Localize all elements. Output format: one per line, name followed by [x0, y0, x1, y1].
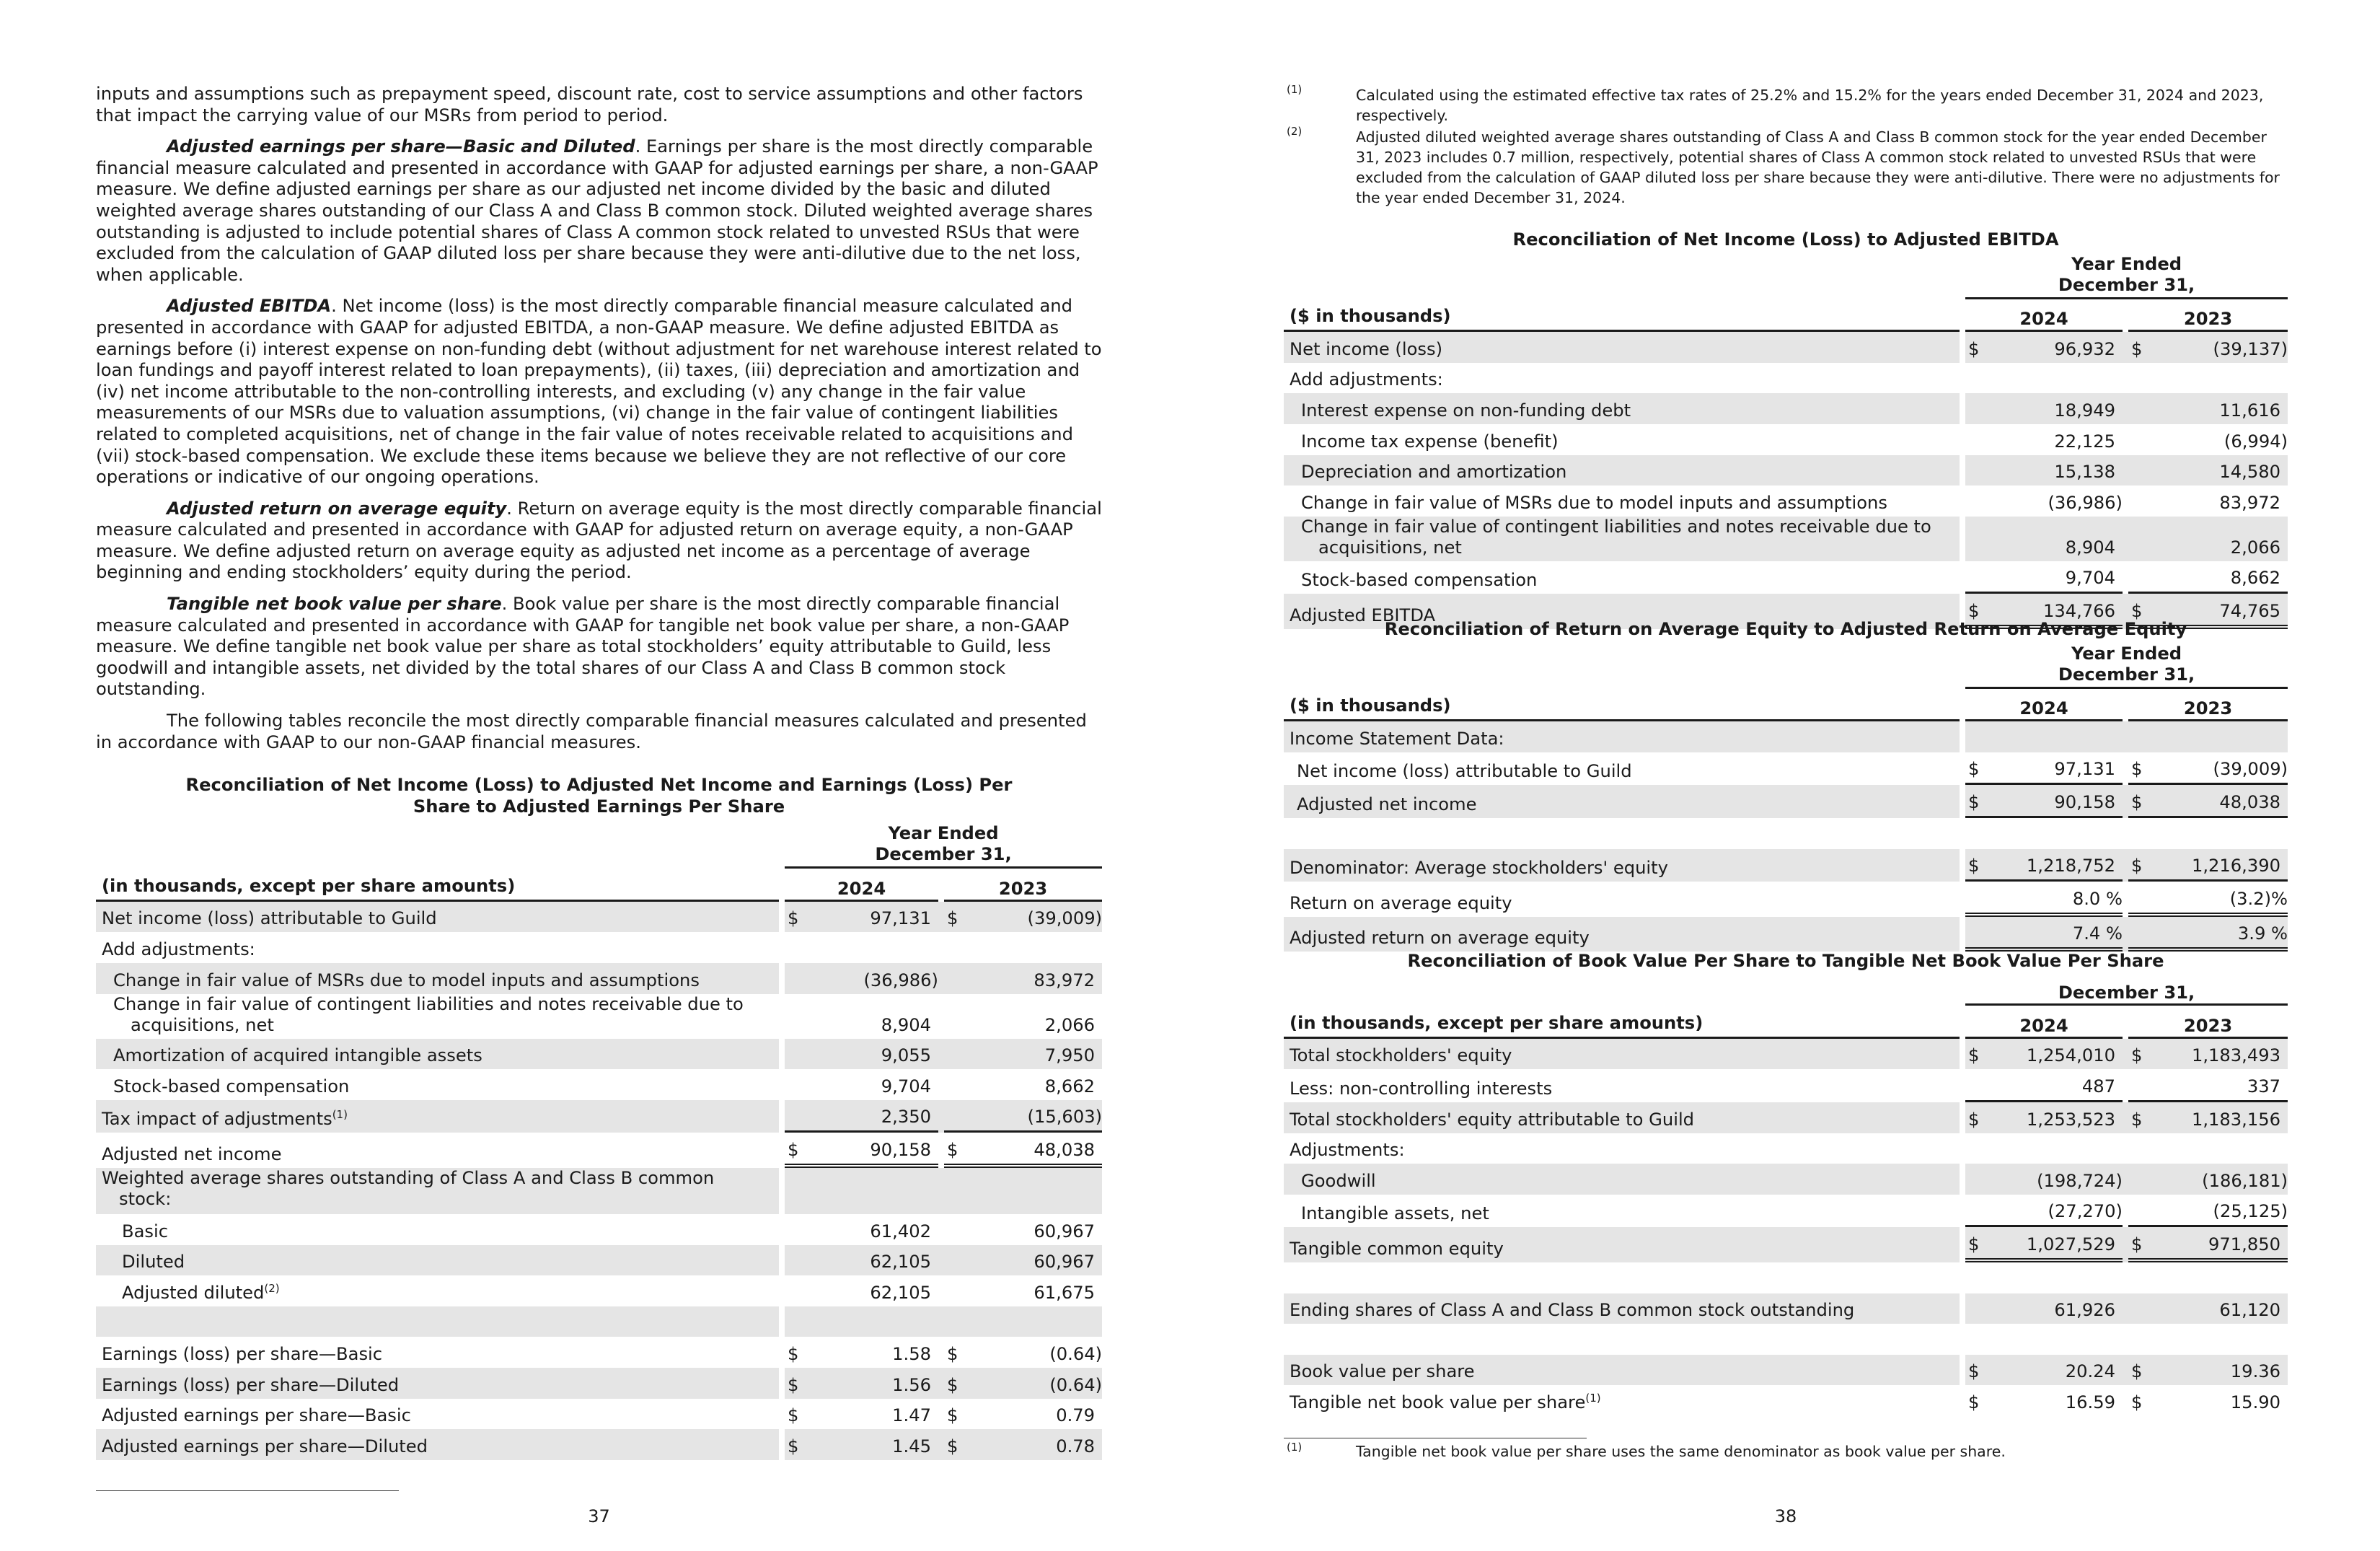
ebitda-table-section [1284, 229, 2288, 629]
column-header-2023: 2023 [2128, 689, 2288, 722]
ebitda-table-title: Reconciliation of Net Income (Loss) to Adjusted EBITDA [1512, 229, 2059, 250]
eps-table [96, 823, 1102, 1460]
table-row: Net income (loss) attributable to Guild $ 97,131 $ (39,009) [1284, 752, 2288, 786]
table-row: Diluted 62,105 60,967 [96, 1245, 1102, 1276]
table-row: Basic 61,402 60,967 [122, 1221, 1096, 1242]
column-header-2023: 2023 [2128, 1006, 2288, 1039]
roe-period-header [1284, 643, 2288, 689]
table-row: Adjustments: [1290, 1140, 1405, 1161]
unit-label: ($ in thousands) [1284, 299, 1960, 333]
table-row: Adjusted return on average equity 7.4 % 3.9 % [1284, 917, 2288, 952]
term-adjusted-eps: Adjusted earnings per share—Basic and Diluted [167, 136, 635, 157]
eps-table-section [96, 775, 1102, 1491]
table-row: Return on average equity 8.0 % (3.2)% [1284, 882, 2288, 917]
table-row: Adjusted net income $ 90,158 $ 48,038 [1284, 785, 2288, 818]
term-tangible-bv: Tangible net book value per share [167, 594, 502, 615]
table-row: Stock-based compensation 9,704 8,662 [113, 1076, 1096, 1097]
table-row: Weighted average shares outstanding of Class A and Class B common stock: [96, 1168, 1102, 1214]
paragraph-adjusted-ebitda: Adjusted EBITDA. Net income (loss) is the most directly comparable financial measure calculated and presented in accordance with GAAP for adjusted EBITDA, a non-GAAP measure. We define adjusted EBITDA as earnings before (i) interest expense on non-funding debt (without adjustment for net warehouse interest related to loan fundings and payoff interest related to loan prepayments), (ii) taxes, (iii) depreciation and amortization and (iv) net income attributable to the non-controlling interests, and excluding (v) any change in the fair value measurements of our MSRs due to valuation assumptions, (vi) change in the fair value of contingent liabilities related to completed acquisitions, net of change in the fair value of notes receivable related to acquisitions and (vii) stock-based compensation. We exclude these items because we believe they are not reflective of our core operations or indicative of our ongoing operations. [96, 296, 1102, 488]
page-37 [96, 0, 1102, 1551]
footnote-divider [96, 1490, 399, 1491]
table-row: Change in fair value of contingent liabilities and notes receivable due to acquisitions, net 8,904 2,066 [1284, 517, 2288, 561]
term-adjusted-ebitda: Adjusted EBITDA [167, 296, 332, 317]
table-row: Income tax expense (benefit) 22,125 (6,994) [1301, 431, 2288, 452]
table-row: Change in fair value of MSRs due to model inputs and assumptions (36,986) 83,972 [1301, 492, 2281, 513]
roe-column-header [1284, 689, 2288, 722]
table-row: Adjusted earnings per share—Diluted $ 1.45 $ 0.78 [96, 1429, 1102, 1460]
eps-table-column-header [96, 869, 1102, 902]
table-row: Adjusted net income $ 90,158 $ 48,038 [96, 1133, 1102, 1168]
column-header-2023: 2023 [2128, 299, 2288, 333]
period-header-date: December 31, [2058, 274, 2195, 295]
table-row: Change in fair value of MSRs due to model inputs and assumptions (36,986) 83,972 [96, 963, 1102, 994]
ebitda-column-header [1284, 299, 2288, 333]
table-row-spacer [1284, 1324, 2288, 1355]
roe-table-title: Reconciliation of Return on Average Equity to Adjusted Return on Average Equity [1384, 619, 2187, 639]
table-row: Denominator: Average stockholders' equity $ 1,218,752 $ 1,216,390 [1284, 849, 2288, 882]
table-row: Net income (loss) $ 96,932 $ (39,137) [1284, 332, 2288, 363]
table-row: Earnings (loss) per share—Basic $ 1.58 $ (0.64) [102, 1343, 1103, 1364]
footnote-marker: (1) [1287, 83, 1303, 96]
bv-column-header [1284, 1006, 2288, 1039]
table-row: Adjusted earnings per share—Basic $ 1.47 $ 0.79 [102, 1405, 1096, 1426]
page-38 [1284, 0, 2288, 1551]
table-row: Tangible common equity $ 1,027,529 $ 971,850 [1284, 1227, 2288, 1262]
table-row: Change in fair value of contingent liabilities and notes receivable due to acquisitions, net 8,904 2,066 [113, 993, 1096, 1035]
footnotes-top [1284, 85, 2288, 208]
table-row: Total stockholders' equity $ 1,254,010 $ 1,183,493 [1284, 1039, 2288, 1070]
table-row-spacer [96, 1306, 1102, 1337]
roe-table [1284, 643, 2288, 952]
table-row: Depreciation and amortization 15,138 14,580 [1284, 455, 2288, 486]
table-row: Adjusted EBITDA $ 134,766 $ 74,765 [1284, 594, 2288, 629]
column-header-2024: 2024 [1965, 1006, 2123, 1039]
unit-label: (in thousands, except per share amounts) [96, 869, 779, 902]
roe-table-section [1284, 619, 2288, 952]
footnote-bv-1: (1) Tangible net book value per share uses the same denominator as book value per share. [1284, 1441, 2288, 1462]
page-number: 37 [588, 1506, 610, 1526]
period-header-date: December 31, [1965, 975, 2288, 1006]
table-row-spacer [1284, 1262, 2288, 1293]
table-row: Ending shares of Class A and Class B common stock outstanding 61,926 61,120 [1284, 1293, 2288, 1324]
period-header-year-ended: Year Ended [2071, 253, 2182, 274]
column-header-2024: 2024 [1965, 689, 2123, 722]
bv-table-title: Reconciliation of Book Value Per Share to Tangible Net Book Value Per Share [1407, 951, 2164, 971]
table-row: Tax impact of adjustments$^{(1)}$ 2,350 (15,603) [96, 1100, 1102, 1133]
table-row: Less: non-controlling interests 487 337 [1284, 1069, 2288, 1102]
paragraph-adjusted-eps: Adjusted earnings per share—Basic and Diluted. Earnings per share is the most directly comparable financial measure calculated and presented in accordance with GAAP for adjusted earnings per share, a non-GAAP measure. We define adjusted earnings per share as our adjusted net income divided by the basic and diluted weighted average shares outstanding of our Class A and Class B common stock. Diluted weighted average shares outstanding is adjusted to include potential shares of Class A common stock related to unvested RSUs that were excluded from the calculation of GAAP diluted loss per share because they were anti-dilutive due to the net loss, when applicable. [96, 136, 1098, 285]
paragraph-tables-intro: The following tables reconcile the most directly comparable financial measures calculated and presented in accordance with GAAP to our non-GAAP financial measures. [96, 711, 1087, 752]
unit-label: ($ in thousands) [1284, 689, 1960, 722]
paragraph-msr-continued: inputs and assumptions such as prepayment speed, discount rate, cost to service assumptions and other factors that impact the carrying value of our MSRs from period to period. [96, 84, 1083, 126]
footnote-marker: (1) [1287, 1440, 1303, 1454]
table-row: Interest expense on non-funding debt 18,949 11,616 [1284, 393, 2288, 424]
table-row: Net income (loss) attributable to Guild $ 97,131 $ (39,009) [96, 902, 1102, 933]
table-row: Add adjustments: [102, 939, 255, 959]
footnote-1: (1) Calculated using the estimated effective tax rates of 25.2% and 15.2% for the years ended December 31, 2024 and 2023, respectively. [1284, 85, 2288, 126]
bv-table-section [1284, 951, 2288, 1462]
table-row: Adjusted diluted$^{(2)}$ 62,105 61,675 [122, 1281, 1096, 1303]
bv-table [1284, 975, 2288, 1416]
footnote-ref-1[interactable]: (1) [332, 1108, 348, 1122]
period-header-year-ended: Year Ended [2071, 643, 2182, 664]
table-row-spacer [1284, 818, 2288, 849]
period-header-date: December 31, [875, 844, 1012, 865]
term-adjusted-roe: Adjusted return on average equity [167, 498, 507, 519]
body-text [96, 84, 1102, 753]
table-row: Book value per share $ 20.24 $ 19.36 [1284, 1355, 2288, 1386]
paragraph-adjusted-roe: Adjusted return on average equity. Return on average equity is the most directly comparable financial measure calculated and presented in accordance with GAAP for adjusted return on average equity, a non-GAAP measure. We define adjusted return on average equity as adjusted net income as a percentage of average beginning and ending stockholders’ equity during the period. [96, 498, 1102, 583]
column-header-2024: 2024 [1965, 299, 2123, 333]
period-header-year-ended: Year Ended [888, 823, 999, 844]
bv-period-header [1284, 975, 2288, 1006]
table-row: Earnings (loss) per share—Diluted $ 1.56 $ (0.64) [96, 1368, 1102, 1399]
column-header-2023: 2023 [944, 869, 1102, 902]
unit-label: (in thousands, except per share amounts) [1284, 1006, 1960, 1039]
footnote-ref-2[interactable]: (2) [264, 1281, 280, 1295]
table-row: Amortization of acquired intangible assets 9,055 7,950 [96, 1039, 1102, 1070]
table-row: Total stockholders' equity attributable to Guild $ 1,253,523 $ 1,183,156 [1284, 1102, 2288, 1133]
ebitda-table [1284, 254, 2288, 629]
footnote-ref-1[interactable]: (1) [1585, 1391, 1601, 1405]
footnote-marker: (2) [1287, 125, 1303, 138]
table-row: Tangible net book value per share$^{(1)}$ $ 16.59 $ 15.90 [1290, 1391, 2281, 1412]
table-row: Income Statement Data: [1284, 721, 2288, 752]
eps-table-title: Reconciliation of Net Income (Loss) to Adjusted Net Income and Earnings (Loss) Per Share to Adjusted Earnings Per Share [185, 775, 1013, 817]
eps-table-period-header [96, 823, 1102, 869]
table-row: Intangible assets, net (27,270) (25,125) [1284, 1195, 2288, 1228]
footnote-2: (2) Adjusted diluted weighted average shares outstanding of Class A and Class B common stock for the year ended December 31, 2023 includes 0.7 million, respectively, potential shares of Class A common stock related to unvested RSUs that were excluded from the calculation of GAAP diluted loss per share because they were anti-dilutive. There were no adjustments for the year ended December 31, 2024. [1284, 127, 2288, 208]
column-header-2024: 2024 [785, 869, 938, 902]
period-header-date: December 31, [2058, 664, 2195, 685]
table-row: Goodwill (198,724) (186,181) [1284, 1164, 2288, 1195]
table-row: Add adjustments: [1290, 369, 1443, 390]
table-row: Stock-based compensation 9,704 8,662 [1284, 561, 2288, 594]
ebitda-period-header [1284, 254, 2288, 299]
paragraph-tangible-bv: Tangible net book value per share. Book value per share is the most directly comparable financial measure calculated and presented in accordance with GAAP for tangible net book value per share, a non-GAAP measure. We define tangible net book value per share as total stockholders’ equity attributable to Guild, less goodwill and intangible assets, net divided by the total shares of our Class A and Class B common stock outstanding. [96, 594, 1070, 700]
page-number: 38 [1774, 1506, 1797, 1526]
